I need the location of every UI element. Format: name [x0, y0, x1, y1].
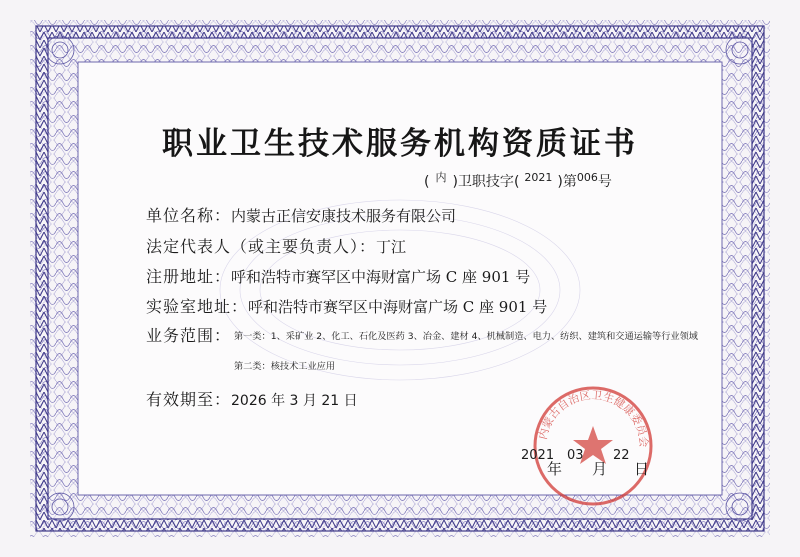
reg-address-value: 呼和浩特市赛罕区中海财富广场 C 座 901 号 [231, 268, 531, 286]
official-seal [528, 378, 658, 508]
issue-year-unit: 年 [547, 460, 563, 478]
issue-year: 2021 [521, 448, 555, 463]
scope-label: 业务范围： [146, 326, 232, 345]
valid-until-value: 2026 年 3 月 21 日 [231, 393, 358, 409]
issue-day-unit: 日 [634, 460, 650, 478]
scope-line-2: 第二类：核技术工业应用 [234, 361, 336, 372]
legal-rep-value: 丁江 [376, 238, 407, 256]
reg-address-row: 注册地址：呼和浩特市赛罕区中海财富广场 C 座 901 号 [146, 267, 531, 286]
valid-until-row: 有效期至：2026 年 3 月 21 日 [146, 390, 358, 409]
certificate-number: ( $^内$ )卫职技字( $^{2021}$ )第$^{006}$号 [424, 171, 612, 190]
lab-address-row: 实验室地址：呼和浩特市赛罕区中海财富广场 C 座 901 号 [146, 297, 548, 316]
unit-name-value: 内蒙古正信安康技术服务有限公司 [231, 207, 457, 225]
seal-text: 内蒙古自治区卫生健康委员会 [536, 388, 651, 448]
lab-address-value: 呼和浩特市赛罕区中海财富广场 C 座 901 号 [248, 298, 548, 316]
issue-day: 22 [613, 448, 630, 463]
issue-month-unit: 月 [592, 460, 608, 478]
certificate-title: 职业卫生技术服务机构资质证书 [162, 126, 638, 162]
scope-line-1: 第一类：1、采矿业 2、化工、石化及医药 3、冶金、建材 4、机械制造、电力、纺织、建筑和交通运输等行业领域 [234, 331, 698, 342]
unit-name-row: 单位名称：内蒙古正信安康技术服务有限公司 [146, 206, 457, 225]
issue-month: 03 [567, 448, 584, 463]
legal-rep-row: 法定代表人（或主要负责人）：丁江 [146, 237, 407, 256]
